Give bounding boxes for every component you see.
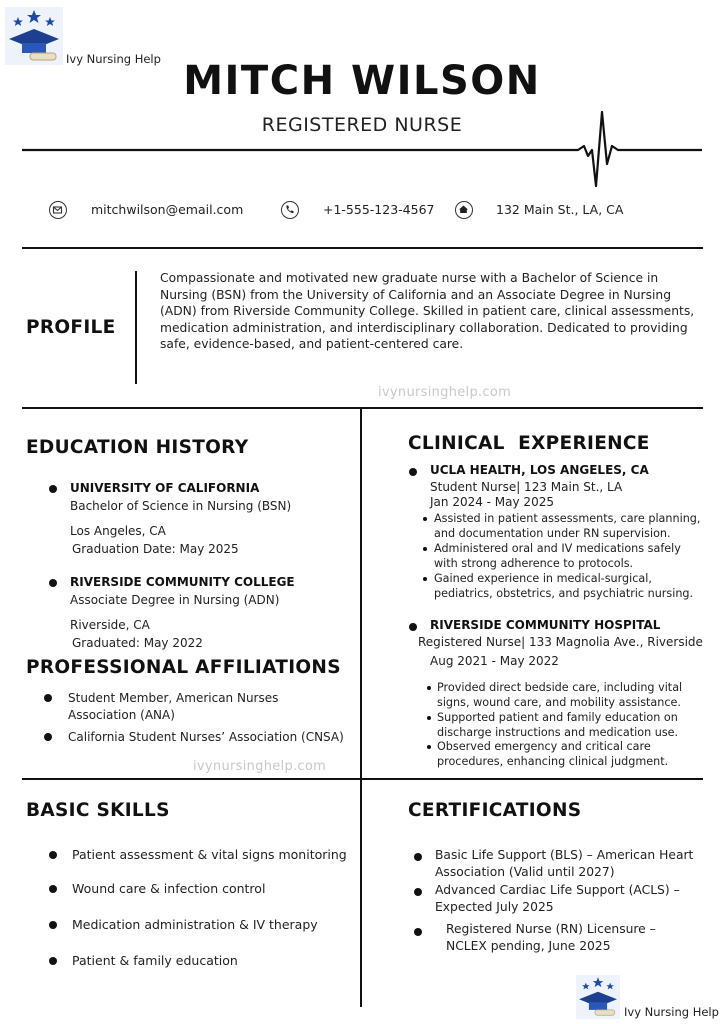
- skill-item: Medication administration & IV therapy: [72, 917, 318, 932]
- candidate-name: MITCH WILSON: [183, 58, 541, 104]
- watermark-lower: ivynursinghelp.com: [193, 759, 327, 774]
- affiliations-heading: PROFESSIONAL AFFILIATIONS: [26, 657, 341, 678]
- certification-bullet: [414, 928, 422, 936]
- divider-contact: [22, 247, 703, 249]
- brand-logo-top: [5, 7, 63, 65]
- education-location: Riverside, CA: [70, 618, 150, 632]
- certification-item: Advanced Cardiac Life Support (ACLS) – Expected July 2025: [435, 883, 680, 914]
- education-bullet: [49, 485, 57, 493]
- education-date: Graduation Date: May 2025: [72, 542, 239, 556]
- skill-bullet: [49, 957, 57, 965]
- skills-heading: BASIC SKILLS: [26, 800, 170, 821]
- divider-lower: [22, 778, 703, 780]
- education-location: Los Angeles, CA: [70, 524, 166, 538]
- clinical-subbullet: [427, 745, 431, 749]
- candidate-title: REGISTERED NURSE: [261, 114, 463, 136]
- contact-phone[interactable]: +1-555-123-4567: [323, 202, 435, 217]
- brand-name-bottom: Ivy Nursing Help: [624, 1005, 719, 1019]
- center-vertical-rule: [360, 409, 362, 1007]
- education-school: UNIVERSITY OF CALIFORNIA: [70, 481, 260, 495]
- phone-icon: [281, 201, 299, 219]
- profile-heading: PROFILE: [26, 317, 116, 338]
- affiliation-item: California Student Nurses’ Association (CNSA): [68, 730, 344, 744]
- affiliation-item: Student Member, American Nurses Association (ANA): [68, 691, 279, 722]
- skill-item: Patient & family education: [72, 953, 238, 968]
- brand-name-top: Ivy Nursing Help: [66, 52, 161, 66]
- brand-logo-bottom: [576, 975, 620, 1019]
- clinical-role: Student Nurse| 123 Main St., LA: [430, 480, 623, 494]
- education-heading: EDUCATION HISTORY: [26, 437, 249, 458]
- skill-bullet: [49, 851, 57, 859]
- clinical-org: UCLA HEALTH, LOS ANGELES, CA: [430, 463, 649, 477]
- affiliation-bullet: [44, 694, 52, 702]
- profile-vertical-rule: [135, 271, 137, 384]
- clinical-subbullet: [423, 517, 427, 521]
- certification-item: Basic Life Support (BLS) – American Heart Association (Valid until 2027): [435, 848, 694, 879]
- education-bullet: [49, 579, 57, 587]
- clinical-duty: Observed emergency and critical care procedures, enhancing clinical judgment.: [437, 740, 669, 768]
- contact-address: 132 Main St., LA, CA: [496, 202, 624, 217]
- watermark-middle: ivynursinghelp.com: [378, 385, 512, 400]
- clinical-subbullet: [427, 686, 431, 690]
- skill-bullet: [49, 885, 57, 893]
- clinical-bullet: [409, 468, 417, 476]
- affiliation-bullet: [44, 733, 52, 741]
- clinical-role: Registered Nurse| 133 Magnolia Ave., Riverside: [418, 635, 703, 649]
- education-degree: Bachelor of Science in Nursing (BSN): [70, 499, 292, 513]
- clinical-duty: Assisted in patient assessments, care planning, and documentation under RN supervision.: [434, 512, 701, 540]
- clinical-subbullet: [423, 577, 427, 581]
- certification-bullet: [414, 853, 422, 861]
- clinical-duty: Administered oral and IV medications safely with strong adherence to protocols.: [434, 542, 681, 570]
- clinical-dates: Jan 2024 - May 2025: [430, 495, 554, 509]
- certification-bullet: [414, 888, 422, 896]
- clinical-subbullet: [427, 716, 431, 720]
- skill-item: Patient assessment & vital signs monitoring: [72, 847, 347, 862]
- divider-profile: [22, 407, 703, 409]
- clinical-duty: Supported patient and family education on discharge instructions and medication use.: [437, 711, 679, 739]
- skill-bullet: [49, 921, 57, 929]
- certifications-heading: CERTIFICATIONS: [408, 800, 582, 821]
- clinical-duty: Gained experience in medical-surgical, pediatrics, obstetrics, and psychiatric nursing.: [434, 572, 694, 600]
- email-icon: [49, 201, 67, 219]
- clinical-heading: CLINICAL EXPERIENCE: [408, 433, 650, 454]
- education-school: RIVERSIDE COMMUNITY COLLEGE: [70, 575, 295, 589]
- education-date: Graduated: May 2022: [72, 636, 203, 650]
- clinical-bullet: [409, 623, 417, 631]
- clinical-duty: Provided direct bedside care, including vital signs, wound care, and mobility assistance.: [437, 681, 683, 709]
- skill-item: Wound care & infection control: [72, 881, 266, 896]
- contact-email[interactable]: mitchwilson@email.com: [91, 202, 244, 217]
- clinical-org: RIVERSIDE COMMUNITY HOSPITAL: [430, 618, 661, 632]
- education-degree: Associate Degree in Nursing (ADN): [70, 593, 280, 607]
- profile-text: Compassionate and motivated new graduate nurse with a Bachelor of Science in Nursing (BSN) from the University of California and an Associate Degree in Nursing (ADN) from Riverside Community College. Skilled in patient care, clinical assessments, medication administration, and interdisciplinary collaboration. Dedicated to providing safe, evidence-based, and patient-centered care.: [160, 271, 695, 352]
- heartbeat-divider: [0, 104, 724, 192]
- clinical-dates: Aug 2021 - May 2022: [430, 654, 559, 668]
- home-icon: [455, 201, 473, 219]
- certification-item: Registered Nurse (RN) Licensure – NCLEX pending, June 2025: [446, 922, 656, 953]
- clinical-subbullet: [423, 547, 427, 551]
